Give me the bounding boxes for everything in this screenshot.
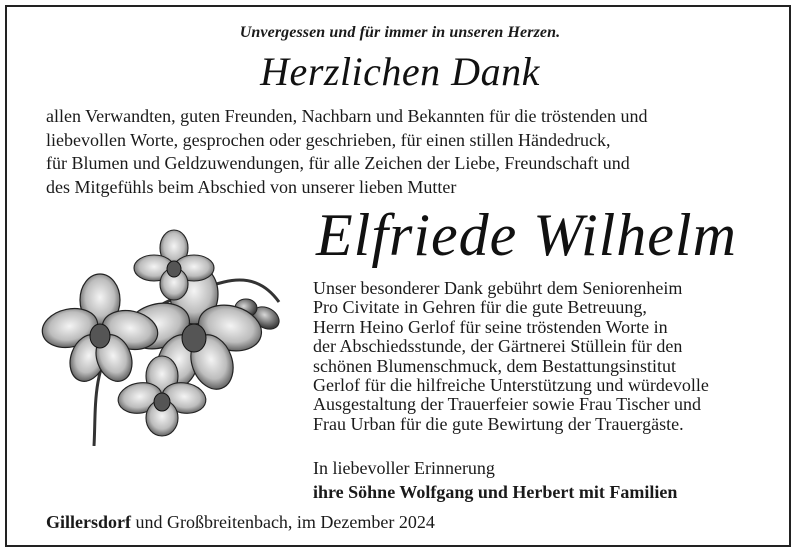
- intro-line: des Mitgefühls beim Abschied von unserer lieben Mutter: [46, 176, 457, 197]
- intro-line: für Blumen und Geldzuwendungen, für alle Zeichen der Liebe, Freundschaft und: [46, 153, 630, 173]
- thanks-line: Herrn Heino Gerlof für seine tröstenden Worte in: [313, 316, 668, 337]
- motto-line: Unvergessen und für immer in unseren Herzen.: [239, 24, 561, 41]
- thanks-line: Unser besonderer Dank gebührt dem Seniorenheim: [313, 278, 683, 298]
- thanks-line: Ausgestaltung der Trauerfeier sowie Frau Tischer und: [313, 394, 701, 415]
- intro-line: liebevollen Worte, gesprochen oder geschrieben, für einen stillen Händedruck,: [46, 129, 611, 150]
- orchid-illustration: [34, 222, 304, 446]
- intro-paragraph: [46, 105, 766, 199]
- footer-place: Gillersdorf: [46, 512, 131, 532]
- thanks-line: Frau Urban für die gute Bewirtung der Trauergäste.: [313, 413, 684, 434]
- deceased-name: Elfriede Wilhelm: [316, 202, 737, 268]
- signature-line: ihre Söhne Wolfgang und Herbert mit Familien: [313, 482, 678, 502]
- footer-place-date: [46, 512, 746, 533]
- thanks-line: Pro Civitate in Gehren für die gute Betreuung,: [313, 297, 647, 318]
- intro-line: allen Verwandten, guten Freunden, Nachbarn und Bekannten für die tröstenden und: [46, 106, 648, 126]
- heading-title: Herzlichen Dank: [260, 49, 540, 94]
- thanks-line: schönen Blumenschmuck, dem Bestattungsinstitut: [313, 355, 676, 376]
- closing-block: [313, 456, 783, 504]
- closing-line: In liebevoller Erinnerung: [313, 458, 495, 478]
- thanks-line: Gerlof für die hilfreiche Unterstützung und würdevolle: [313, 375, 709, 396]
- footer-rest: und Großbreitenbach, im Dezember 2024: [130, 512, 435, 532]
- thanks-line: der Abschiedsstunde, der Gärtnerei Stüllein für den: [313, 336, 683, 357]
- thanks-paragraph: [313, 279, 783, 434]
